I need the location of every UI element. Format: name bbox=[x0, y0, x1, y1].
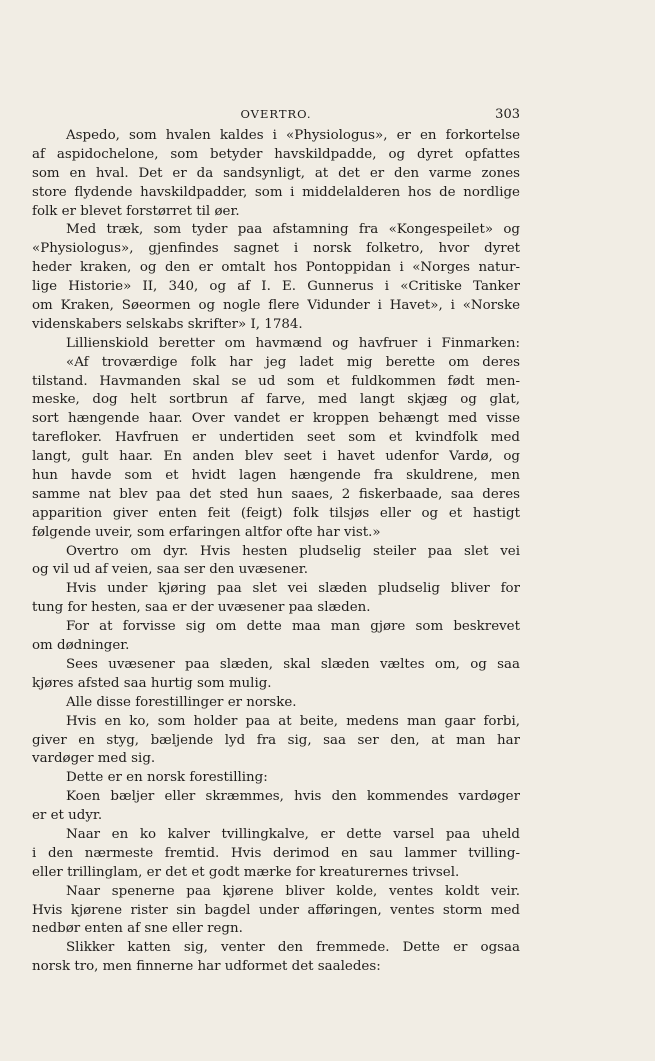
text-line: Hvis kjørene rister sin bagdel under afføringen, ventes storm med bbox=[32, 902, 520, 918]
text-line: store flydende havskildpadder, som i middelalderen hos de nordlige bbox=[32, 184, 520, 200]
text-line: lige Historie» II, 340, og af I. E. Gunnerus i «Critiske Tanker bbox=[32, 279, 520, 295]
text-line: tilstand. Havmanden skal se ud som et fuldkommen født men- bbox=[32, 373, 520, 389]
text-line: hun havde som et hvidt lagen hængende fra skuldrene, men bbox=[32, 468, 520, 484]
text-line: er et udyr. bbox=[32, 808, 103, 824]
text-line: langt, gult haar. En anden blev seet i havet udenfor Vardø, og bbox=[32, 449, 520, 465]
text-line: Lillienskiold beretter om havmænd og havfruer i Finmarken: bbox=[66, 335, 520, 351]
text-line: nedbør enten af sne eller regn. bbox=[32, 921, 243, 937]
text-line: vardøger med sig. bbox=[32, 751, 156, 767]
text-line: For at forvisse sig om dette maa man gjøre som beskrevet bbox=[66, 619, 520, 635]
text-line: Aspedo, som hvalen kaldes i «Physiologus», er en forkortelse bbox=[66, 128, 520, 143]
text-line: Dette er en norsk forestilling: bbox=[66, 770, 268, 786]
text-line: «Af troværdige folk har jeg ladet mig berette om deres bbox=[66, 354, 520, 370]
text-line: apparition giver enten feit (feigt) folk tilsjøs eller og et hastigt bbox=[32, 505, 520, 521]
page-number: 303 bbox=[495, 107, 520, 122]
text-line: af aspidochelone, som betyder havskildpadde, og dyret opfattes bbox=[32, 146, 520, 162]
running-head: OVERTRO. bbox=[240, 107, 312, 121]
text-line: Overtro om dyr. Hvis hesten pludselig steiler paa slet vei bbox=[66, 543, 520, 559]
text-line: som en hval. Det er da sandsynligt, at det er den varme zones bbox=[32, 165, 520, 181]
page-header bbox=[32, 107, 520, 125]
text-line: kjøres afsted saa hurtig som mulig. bbox=[32, 675, 272, 691]
text-line: i den nærmeste fremtid. Hvis derimod en sau lammer tvilling- bbox=[32, 845, 520, 861]
text-line: om dødninger. bbox=[32, 638, 130, 654]
text-line: heder kraken, og den er omtalt hos Pontoppidan i «Norges natur- bbox=[32, 260, 520, 276]
text-line: meske, dog helt sortbrun af farve, med langt skjæg og glat, bbox=[32, 392, 520, 408]
text-line: videnskabers selskabs skrifter» I, 1784. bbox=[32, 316, 303, 332]
text-line: samme nat blev paa det sted hun saaes, 2 fiskerbaade, saa deres bbox=[32, 486, 520, 502]
text-line: folk er blevet forstørret til øer. bbox=[32, 203, 240, 219]
text-line: giver en styg, bæljende lyd fra sig, saa ser den, at man har bbox=[32, 732, 520, 748]
text-line: Hvis under kjøring paa slet vei slæden pludselig bliver for bbox=[66, 581, 520, 597]
text-line: norsk tro, men finnerne har udformet det saaledes: bbox=[32, 959, 381, 975]
text-line: Koen bæljer eller skræmmes, hvis den kommendes vardøger bbox=[66, 789, 520, 805]
page-body bbox=[32, 127, 520, 977]
text-line: tarefloker. Havfruen er undertiden seet som et kvindfolk med bbox=[32, 430, 520, 446]
text-line: om Kraken, Søeormen og nogle flere Vidunder i Havet», i «Norske bbox=[32, 298, 520, 314]
text-line: Med træk, som tyder paa afstamning fra «Kongespeilet» og bbox=[66, 222, 520, 238]
text-line: og vil ud af veien, saa ser den uvæsener. bbox=[32, 562, 308, 578]
text-line: Sees uvæsener paa slæden, skal slæden væltes om, og saa bbox=[66, 656, 520, 672]
text-line: «Physiologus», gjenfindes sagnet i norsk folketro, hvor dyret bbox=[32, 241, 520, 257]
text-line: sort hængende haar. Over vandet er kroppen behængt med visse bbox=[32, 411, 520, 427]
text-line: Naar en ko kalver tvillingkalve, er dette varsel paa uheld bbox=[66, 826, 520, 842]
text-line: tung for hesten, saa er der uvæsener paa slæden. bbox=[32, 600, 371, 616]
text-line: Hvis en ko, som holder paa at beite, medens man gaar forbi, bbox=[66, 713, 520, 729]
text-line: følgende uveir, som erfaringen altfor ofte har vist.» bbox=[32, 524, 381, 540]
text-line: Alle disse forestillinger er norske. bbox=[66, 694, 297, 710]
text-line: Slikker katten sig, venter den fremmede. Dette er ogsaa bbox=[66, 940, 520, 956]
text-line: eller trillinglam, er det et godt mærke for kreaturernes trivsel. bbox=[32, 864, 460, 880]
text-line: Naar spenerne paa kjørene bliver kolde, ventes koldt veir. bbox=[66, 883, 520, 899]
